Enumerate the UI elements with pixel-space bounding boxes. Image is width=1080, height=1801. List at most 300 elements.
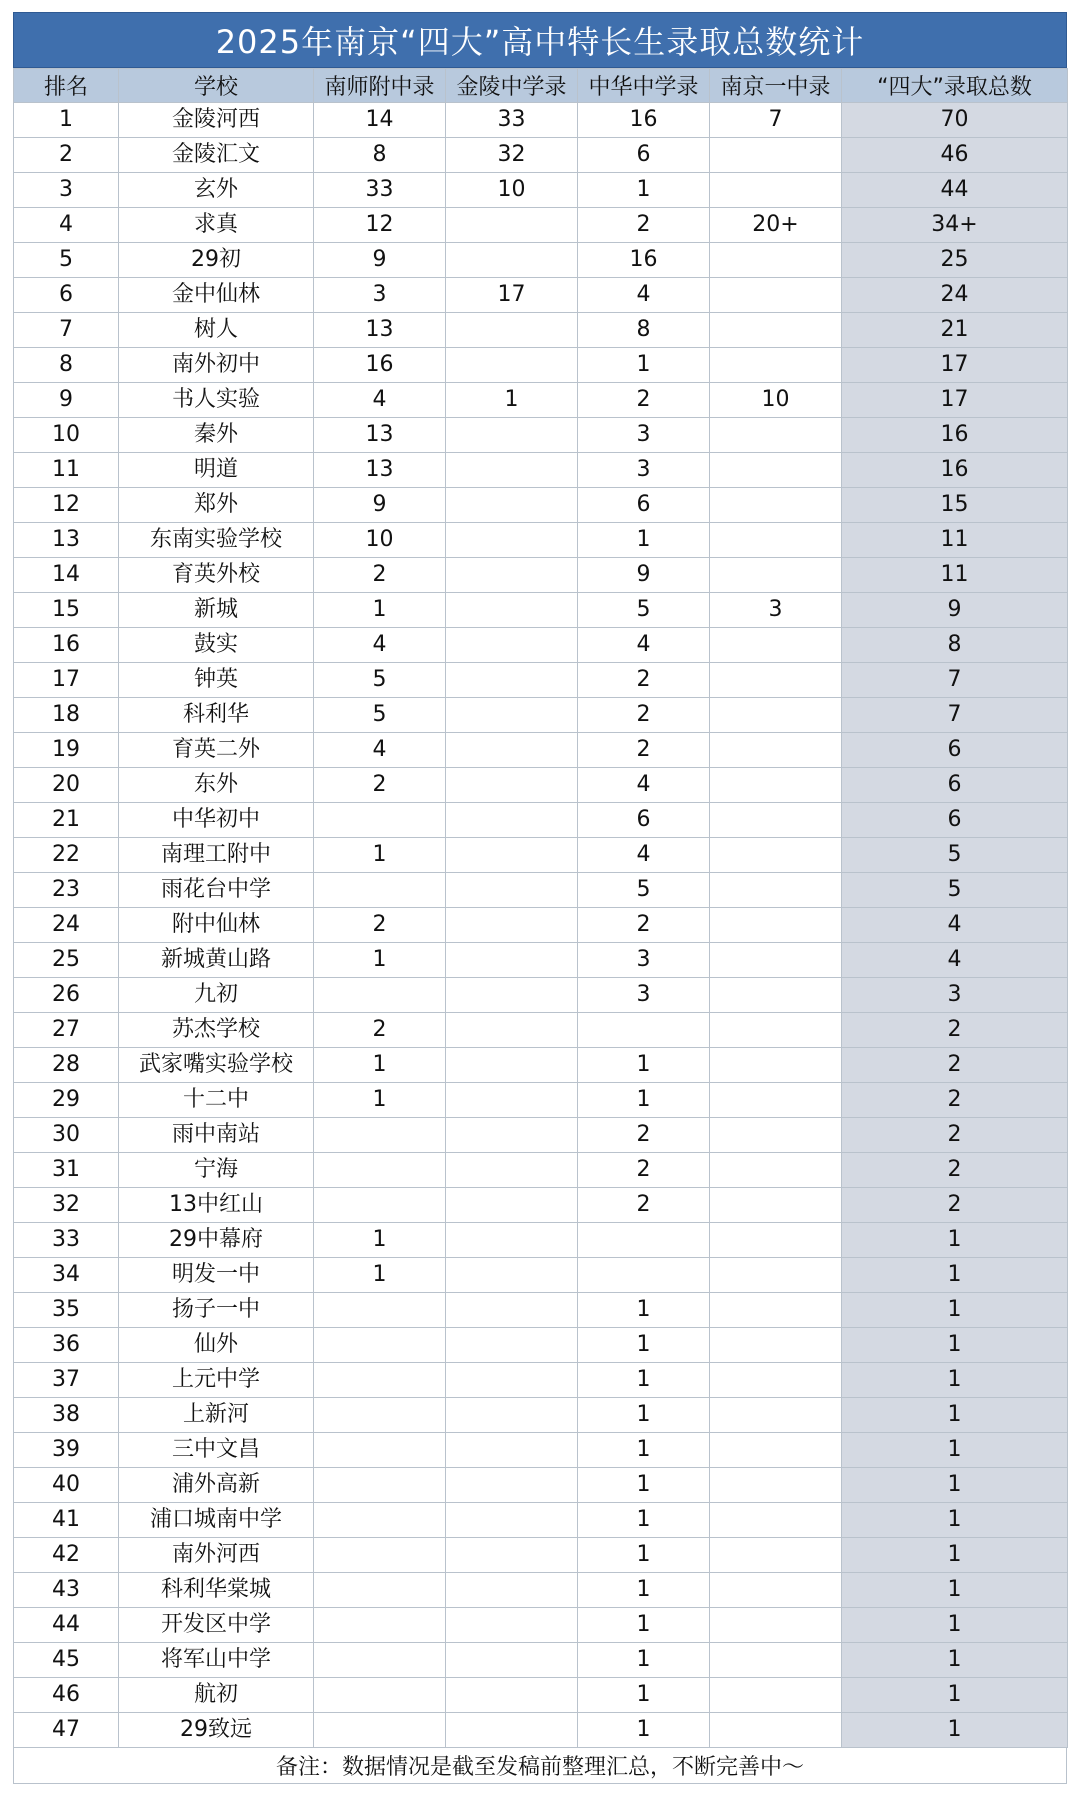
nsfz-count-cell: 9	[314, 243, 446, 278]
jinling-count-cell	[446, 1503, 578, 1538]
zhonghua-count-cell: 1	[578, 1573, 710, 1608]
school-name-cell: 29中幕府	[119, 1223, 314, 1258]
nsfz-count-cell	[314, 1433, 446, 1468]
nanjing-no1-count-cell	[710, 1433, 842, 1468]
nanjing-no1-count-cell	[710, 1468, 842, 1503]
nanjing-no1-count-cell	[710, 1538, 842, 1573]
rank-cell: 42	[14, 1538, 119, 1573]
nsfz-count-cell: 1	[314, 593, 446, 628]
total-count-cell: 1	[842, 1678, 1068, 1713]
school-name-cell: 新城黄山路	[119, 943, 314, 978]
table-row	[14, 1223, 1068, 1258]
nanjing-no1-count-cell	[710, 1503, 842, 1538]
total-count-cell: 7	[842, 663, 1068, 698]
nsfz-count-cell: 1	[314, 1083, 446, 1118]
total-count-cell: 6	[842, 803, 1068, 838]
nanjing-no1-count-cell	[710, 1223, 842, 1258]
school-name-cell: 上元中学	[119, 1363, 314, 1398]
school-name-cell: 武家嘴实验学校	[119, 1048, 314, 1083]
total-count-cell: 1	[842, 1398, 1068, 1433]
total-count-cell: 4	[842, 943, 1068, 978]
total-count-cell: 34+	[842, 208, 1068, 243]
zhonghua-count-cell: 1	[578, 1678, 710, 1713]
zhonghua-count-cell: 3	[578, 943, 710, 978]
total-count-cell: 25	[842, 243, 1068, 278]
nanjing-no1-count-cell	[710, 663, 842, 698]
table-row	[14, 1433, 1068, 1468]
total-count-cell: 17	[842, 348, 1068, 383]
rank-cell: 18	[14, 698, 119, 733]
jinling-count-cell	[446, 663, 578, 698]
total-count-cell: 16	[842, 453, 1068, 488]
nsfz-count-cell: 33	[314, 173, 446, 208]
school-name-cell: 明道	[119, 453, 314, 488]
rank-cell: 5	[14, 243, 119, 278]
total-count-cell: 16	[842, 418, 1068, 453]
jinling-count-cell	[446, 943, 578, 978]
nsfz-count-cell	[314, 1293, 446, 1328]
rank-cell: 13	[14, 523, 119, 558]
table-row	[14, 1678, 1068, 1713]
table-row	[14, 908, 1068, 943]
school-name-cell: 求真	[119, 208, 314, 243]
jinling-count-cell	[446, 803, 578, 838]
jinling-count-cell	[446, 208, 578, 243]
zhonghua-count-cell: 1	[578, 1608, 710, 1643]
table-row	[14, 943, 1068, 978]
nsfz-count-cell: 4	[314, 383, 446, 418]
table-row	[14, 313, 1068, 348]
zhonghua-count-cell: 1	[578, 1293, 710, 1328]
rank-cell: 2	[14, 138, 119, 173]
nsfz-count-cell: 12	[314, 208, 446, 243]
rank-cell: 3	[14, 173, 119, 208]
jinling-count-cell	[446, 873, 578, 908]
school-name-cell: 南外初中	[119, 348, 314, 383]
nanjing-no1-count-cell	[710, 1118, 842, 1153]
header-school: 学校	[119, 69, 314, 103]
rank-cell: 27	[14, 1013, 119, 1048]
school-name-cell: 玄外	[119, 173, 314, 208]
nanjing-no1-count-cell	[710, 313, 842, 348]
jinling-count-cell	[446, 1468, 578, 1503]
zhonghua-count-cell	[578, 1223, 710, 1258]
nanjing-no1-count-cell	[710, 698, 842, 733]
rank-cell: 16	[14, 628, 119, 663]
zhonghua-count-cell: 2	[578, 733, 710, 768]
jinling-count-cell	[446, 1573, 578, 1608]
rank-cell: 46	[14, 1678, 119, 1713]
nanjing-no1-count-cell	[710, 138, 842, 173]
jinling-count-cell	[446, 313, 578, 348]
table-row	[14, 138, 1068, 173]
table-row	[14, 1258, 1068, 1293]
zhonghua-count-cell: 4	[578, 628, 710, 663]
school-name-cell: 育英二外	[119, 733, 314, 768]
nsfz-count-cell: 9	[314, 488, 446, 523]
rank-cell: 19	[14, 733, 119, 768]
jinling-count-cell	[446, 1013, 578, 1048]
nanjing-no1-count-cell	[710, 418, 842, 453]
total-count-cell: 2	[842, 1153, 1068, 1188]
rank-cell: 35	[14, 1293, 119, 1328]
footnote: 备注：数据情况是截至发稿前整理汇总，不断完善中～	[13, 1748, 1067, 1784]
nanjing-no1-count-cell	[710, 628, 842, 663]
zhonghua-count-cell: 16	[578, 243, 710, 278]
table-row	[14, 1503, 1068, 1538]
school-name-cell: 树人	[119, 313, 314, 348]
rank-cell: 10	[14, 418, 119, 453]
zhonghua-count-cell: 1	[578, 1048, 710, 1083]
nanjing-no1-count-cell	[710, 1643, 842, 1678]
nsfz-count-cell	[314, 803, 446, 838]
rank-cell: 29	[14, 1083, 119, 1118]
rank-cell: 22	[14, 838, 119, 873]
zhonghua-count-cell: 8	[578, 313, 710, 348]
table-title: 2025年南京“四大”高中特长生录取总数统计	[13, 12, 1067, 68]
total-count-cell: 21	[842, 313, 1068, 348]
nanjing-no1-count-cell	[710, 1608, 842, 1643]
jinling-count-cell	[446, 1083, 578, 1118]
rank-cell: 31	[14, 1153, 119, 1188]
nsfz-count-cell: 4	[314, 628, 446, 663]
zhonghua-count-cell: 1	[578, 1433, 710, 1468]
nsfz-count-cell: 2	[314, 908, 446, 943]
table-row	[14, 208, 1068, 243]
nsfz-count-cell: 16	[314, 348, 446, 383]
school-name-cell: 秦外	[119, 418, 314, 453]
school-name-cell: 科利华棠城	[119, 1573, 314, 1608]
zhonghua-count-cell: 2	[578, 908, 710, 943]
rank-cell: 26	[14, 978, 119, 1013]
rank-cell: 34	[14, 1258, 119, 1293]
rank-cell: 15	[14, 593, 119, 628]
nsfz-count-cell: 13	[314, 418, 446, 453]
table-row	[14, 348, 1068, 383]
school-name-cell: 三中文昌	[119, 1433, 314, 1468]
nanjing-no1-count-cell	[710, 1293, 842, 1328]
table-row	[14, 1363, 1068, 1398]
school-name-cell: 雨中南站	[119, 1118, 314, 1153]
nanjing-no1-count-cell: 3	[710, 593, 842, 628]
table-row	[14, 1118, 1068, 1153]
jinling-count-cell	[446, 593, 578, 628]
zhonghua-count-cell: 1	[578, 1503, 710, 1538]
header-nsfz: 南师附中录	[314, 69, 446, 103]
nsfz-count-cell: 13	[314, 313, 446, 348]
total-count-cell: 1	[842, 1258, 1068, 1293]
school-name-cell: 浦口城南中学	[119, 1503, 314, 1538]
zhonghua-count-cell: 6	[578, 488, 710, 523]
nsfz-count-cell	[314, 1573, 446, 1608]
table-row	[14, 1643, 1068, 1678]
total-count-cell: 1	[842, 1363, 1068, 1398]
school-name-cell: 东南实验学校	[119, 523, 314, 558]
total-count-cell: 2	[842, 1048, 1068, 1083]
table-row	[14, 1328, 1068, 1363]
nanjing-no1-count-cell	[710, 1678, 842, 1713]
rank-cell: 7	[14, 313, 119, 348]
zhonghua-count-cell: 1	[578, 1468, 710, 1503]
total-count-cell: 2	[842, 1188, 1068, 1223]
nsfz-count-cell: 1	[314, 1048, 446, 1083]
zhonghua-count-cell: 1	[578, 523, 710, 558]
table-row	[14, 1293, 1068, 1328]
total-count-cell: 3	[842, 978, 1068, 1013]
jinling-count-cell: 33	[446, 103, 578, 138]
zhonghua-count-cell: 4	[578, 278, 710, 313]
zhonghua-count-cell: 2	[578, 208, 710, 243]
total-count-cell: 6	[842, 733, 1068, 768]
jinling-count-cell	[446, 558, 578, 593]
table-row	[14, 243, 1068, 278]
jinling-count-cell	[446, 453, 578, 488]
nanjing-no1-count-cell	[710, 558, 842, 593]
rank-cell: 23	[14, 873, 119, 908]
nanjing-no1-count-cell	[710, 1013, 842, 1048]
total-count-cell: 1	[842, 1643, 1068, 1678]
table-row	[14, 1538, 1068, 1573]
total-count-cell: 4	[842, 908, 1068, 943]
school-name-cell: 附中仙林	[119, 908, 314, 943]
school-name-cell: 雨花台中学	[119, 873, 314, 908]
nanjing-no1-count-cell	[710, 488, 842, 523]
zhonghua-count-cell: 1	[578, 1538, 710, 1573]
rank-cell: 37	[14, 1363, 119, 1398]
nsfz-count-cell: 13	[314, 453, 446, 488]
nanjing-no1-count-cell	[710, 838, 842, 873]
header-zhonghua: 中华中学录	[578, 69, 710, 103]
total-count-cell: 5	[842, 838, 1068, 873]
nsfz-count-cell: 10	[314, 523, 446, 558]
table-row	[14, 698, 1068, 733]
zhonghua-count-cell: 2	[578, 1153, 710, 1188]
table-row	[14, 978, 1068, 1013]
jinling-count-cell	[446, 1538, 578, 1573]
header-nanjing-no1: 南京一中录	[710, 69, 842, 103]
school-name-cell: 南理工附中	[119, 838, 314, 873]
nsfz-count-cell	[314, 1468, 446, 1503]
nanjing-no1-count-cell	[710, 523, 842, 558]
admission-table	[13, 68, 1068, 1748]
nanjing-no1-count-cell	[710, 1083, 842, 1118]
table-row	[14, 1608, 1068, 1643]
jinling-count-cell	[446, 908, 578, 943]
nanjing-no1-count-cell	[710, 768, 842, 803]
nsfz-count-cell	[314, 1118, 446, 1153]
school-name-cell: 南外河西	[119, 1538, 314, 1573]
school-name-cell: 九初	[119, 978, 314, 1013]
total-count-cell: 8	[842, 628, 1068, 663]
table-row	[14, 1398, 1068, 1433]
table-row	[14, 103, 1068, 138]
total-count-cell: 17	[842, 383, 1068, 418]
zhonghua-count-cell: 3	[578, 978, 710, 1013]
nsfz-count-cell: 3	[314, 278, 446, 313]
nanjing-no1-count-cell	[710, 1573, 842, 1608]
table-row	[14, 733, 1068, 768]
table-row	[14, 663, 1068, 698]
rank-cell: 43	[14, 1573, 119, 1608]
nsfz-count-cell: 1	[314, 1258, 446, 1293]
nanjing-no1-count-cell: 10	[710, 383, 842, 418]
jinling-count-cell	[446, 523, 578, 558]
nanjing-no1-count-cell: 20+	[710, 208, 842, 243]
zhonghua-count-cell: 6	[578, 803, 710, 838]
total-count-cell: 2	[842, 1013, 1068, 1048]
school-name-cell: 东外	[119, 768, 314, 803]
zhonghua-count-cell: 1	[578, 1083, 710, 1118]
rank-cell: 24	[14, 908, 119, 943]
nanjing-no1-count-cell: 7	[710, 103, 842, 138]
rank-cell: 28	[14, 1048, 119, 1083]
jinling-count-cell	[446, 1643, 578, 1678]
nsfz-count-cell	[314, 1608, 446, 1643]
nanjing-no1-count-cell	[710, 1328, 842, 1363]
zhonghua-count-cell	[578, 1258, 710, 1293]
jinling-count-cell	[446, 1433, 578, 1468]
zhonghua-count-cell: 3	[578, 418, 710, 453]
total-count-cell: 70	[842, 103, 1068, 138]
school-name-cell: 仙外	[119, 1328, 314, 1363]
school-name-cell: 航初	[119, 1678, 314, 1713]
jinling-count-cell	[446, 978, 578, 1013]
nsfz-count-cell: 4	[314, 733, 446, 768]
rank-cell: 1	[14, 103, 119, 138]
jinling-count-cell: 17	[446, 278, 578, 313]
total-count-cell: 24	[842, 278, 1068, 313]
school-name-cell: 扬子一中	[119, 1293, 314, 1328]
nanjing-no1-count-cell	[710, 243, 842, 278]
header-rank: 排名	[14, 69, 119, 103]
school-name-cell: 将军山中学	[119, 1643, 314, 1678]
nanjing-no1-count-cell	[710, 278, 842, 313]
school-name-cell: 29致远	[119, 1713, 314, 1748]
zhonghua-count-cell: 2	[578, 1188, 710, 1223]
nsfz-count-cell: 2	[314, 558, 446, 593]
nanjing-no1-count-cell	[710, 453, 842, 488]
rank-cell: 25	[14, 943, 119, 978]
zhonghua-count-cell: 1	[578, 1363, 710, 1398]
total-count-cell: 2	[842, 1118, 1068, 1153]
school-name-cell: 书人实验	[119, 383, 314, 418]
table-row	[14, 768, 1068, 803]
nanjing-no1-count-cell	[710, 733, 842, 768]
jinling-count-cell	[446, 1293, 578, 1328]
nanjing-no1-count-cell	[710, 173, 842, 208]
nsfz-count-cell: 5	[314, 663, 446, 698]
zhonghua-count-cell: 2	[578, 663, 710, 698]
nsfz-count-cell	[314, 1503, 446, 1538]
school-name-cell: 开发区中学	[119, 1608, 314, 1643]
table-row	[14, 1468, 1068, 1503]
jinling-count-cell: 10	[446, 173, 578, 208]
nsfz-count-cell	[314, 978, 446, 1013]
school-name-cell: 钟英	[119, 663, 314, 698]
nanjing-no1-count-cell	[710, 1363, 842, 1398]
nsfz-count-cell	[314, 1153, 446, 1188]
jinling-count-cell	[446, 1678, 578, 1713]
nsfz-count-cell: 2	[314, 768, 446, 803]
nanjing-no1-count-cell	[710, 348, 842, 383]
rank-cell: 20	[14, 768, 119, 803]
zhonghua-count-cell: 1	[578, 1643, 710, 1678]
jinling-count-cell	[446, 243, 578, 278]
jinling-count-cell	[446, 1608, 578, 1643]
zhonghua-count-cell: 4	[578, 838, 710, 873]
school-name-cell: 苏杰学校	[119, 1013, 314, 1048]
nsfz-count-cell: 1	[314, 943, 446, 978]
total-count-cell: 1	[842, 1573, 1068, 1608]
nsfz-count-cell	[314, 1328, 446, 1363]
zhonghua-count-cell: 2	[578, 1118, 710, 1153]
school-name-cell: 中华初中	[119, 803, 314, 838]
nanjing-no1-count-cell	[710, 1398, 842, 1433]
nanjing-no1-count-cell	[710, 943, 842, 978]
nsfz-count-cell	[314, 1678, 446, 1713]
table-row	[14, 383, 1068, 418]
total-count-cell: 1	[842, 1293, 1068, 1328]
zhonghua-count-cell: 3	[578, 453, 710, 488]
jinling-count-cell	[446, 768, 578, 803]
jinling-count-cell	[446, 628, 578, 663]
jinling-count-cell	[446, 1153, 578, 1188]
rank-cell: 6	[14, 278, 119, 313]
nsfz-count-cell	[314, 1363, 446, 1398]
zhonghua-count-cell: 5	[578, 593, 710, 628]
jinling-count-cell	[446, 698, 578, 733]
rank-cell: 45	[14, 1643, 119, 1678]
total-count-cell: 2	[842, 1083, 1068, 1118]
header-jinling: 金陵中学录	[446, 69, 578, 103]
total-count-cell: 1	[842, 1538, 1068, 1573]
school-name-cell: 十二中	[119, 1083, 314, 1118]
nsfz-count-cell	[314, 1538, 446, 1573]
table-row	[14, 1713, 1068, 1748]
rank-cell: 36	[14, 1328, 119, 1363]
table-row	[14, 1083, 1068, 1118]
zhonghua-count-cell: 1	[578, 348, 710, 383]
jinling-count-cell	[446, 1328, 578, 1363]
table-row	[14, 418, 1068, 453]
total-count-cell: 15	[842, 488, 1068, 523]
table-row	[14, 278, 1068, 313]
zhonghua-count-cell: 2	[578, 383, 710, 418]
stats-sheet	[13, 12, 1067, 1784]
total-count-cell: 11	[842, 558, 1068, 593]
rank-cell: 14	[14, 558, 119, 593]
rank-cell: 41	[14, 1503, 119, 1538]
table-row	[14, 453, 1068, 488]
total-count-cell: 1	[842, 1328, 1068, 1363]
zhonghua-count-cell: 1	[578, 173, 710, 208]
zhonghua-count-cell: 9	[578, 558, 710, 593]
total-count-cell: 1	[842, 1503, 1068, 1538]
jinling-count-cell	[446, 1118, 578, 1153]
jinling-count-cell	[446, 1223, 578, 1258]
school-name-cell: 金中仙林	[119, 278, 314, 313]
nanjing-no1-count-cell	[710, 873, 842, 908]
table-row	[14, 488, 1068, 523]
total-count-cell: 5	[842, 873, 1068, 908]
table-row	[14, 1013, 1068, 1048]
rank-cell: 21	[14, 803, 119, 838]
jinling-count-cell	[446, 1258, 578, 1293]
nsfz-count-cell: 5	[314, 698, 446, 733]
table-row	[14, 558, 1068, 593]
zhonghua-count-cell	[578, 1013, 710, 1048]
zhonghua-count-cell: 1	[578, 1713, 710, 1748]
